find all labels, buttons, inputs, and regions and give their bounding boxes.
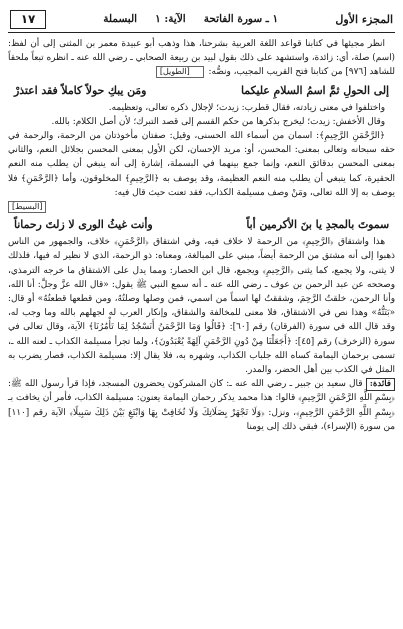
paragraph-2: واختلفوا في معنى زيادته، فقال قطرب: زيدت؛ لإجلال ذكره تعالى، وتعظيمه. bbox=[108, 102, 385, 113]
meter-tag: [البسيط] bbox=[8, 201, 46, 213]
paragraph-1: انظر مجيئها في كتابنا قواعد اللغة العربية بشرحنا، هذا وذهب أبو عبيدة معمر بن المثنى إلى أن لفظ: (اسم) صلة، أي: زائدة، واستشهد على ذلك بقول لبيد بن ربيعة الصحابي ـ رضي الله عنه ـ انظره تبعاً ملحقاً للشاهد [٩٧٦] من كتابنا فتح القريب المجيب، ونصُّه: [الطويل] bbox=[8, 39, 395, 78]
meter-tag-row bbox=[8, 200, 395, 214]
paragraph-4: ﴿الرَّحْمَنِ الرَّحِيمِ﴾: اسمان من أسماء الله الحسنى، وقيل: صفتان مأخوذتان من الرحمة، والرحمة في حقه سبحانه وتعالى بمعنى: المحسن، أو: مريد الإحسان، لكن الأول بمعنى المحسن بجلائل النعم، والثاني بمعنى المحسن بدقائق النعم، وإنما جمع بينهما في البسملة، إشارة إلى أنه ينبغي أن يطلب منه النعم الحقيرة، كما ينبغي أن يطلب منه النعم العظيمة، وقد يوصف به ﴿الرَّحِيمِ﴾ المخلوقون، وأما ﴿الرَّحْمَنِ﴾ فلا يوصف به إلا الله تعالى، ومَنْ وصف مسيلمة الكذاب، فقد تعنت حيث قال فيه: bbox=[8, 131, 395, 198]
verse-hemistich: وأنت غيثُ الورى لا زلتَ رحماناً bbox=[14, 218, 153, 232]
section-name: البسملة bbox=[103, 13, 138, 25]
ayah-number: الآية: ١ bbox=[155, 13, 186, 25]
verse-hemistich: ومَن يبكِ حولاً كاملاً فقد اعتذرْ bbox=[14, 83, 147, 97]
paragraph-5: هذا واشتقاق ﴿الرَّحِيمِ﴾ من الرحمة لا خلاف فيه، وفي اشتقاق ﴿الرَّحْمَنِ﴾ خلاف، والجمهور من الناس ذهبوا إلى أنه مشتق من الرحمة أيضاً، مبني على المبالغة، ومعناه: ذو الرحمة، الذي لا نظير له فيها، فلذلك لا يثنى، ولا يجمع، كما يثنى ﴿الرَّحِيمِ﴾ ويجمع، قال ابن الحصار: ومما يدل على الاشتقاق ما خرجه الترمذي، وصححه عن عبد الرحمن بن عوف ـ رضي الله عنه ـ أنه سمع النبي ﷺ يقول: «قال الله عزَّ وجلَّ: أنا الله، وأنا الرحمن، خلقتُ الرَّحِمَ، وشققتُ لها اسماً من اسمي، فمن وصلها وصلتُهُ، ومن قطعها قطعتُهُ» أو قال: «بَتَتُّهُ» وهذا نص في الاشتقاق، فلا معنى للمخالفة والشقاق، وإنكار العرب له لجهلهم بالله وما وجب له، وقد قال الله في سورة (الفرقان) رقم [٦٠]: ﴿قَالُوا وَمَا الرَّحْمَنُ أَنَسْجُدُ لِمَا تَأْمُرُنَا﴾ الآية، وقال تعالى في سورة (الزخرف) رقم [٤٥]: ﴿أَجَعَلْنَا مِنْ دُونِ الرَّحْمَنِ آلِهَةً يُعْبَدُونَ﴾، ولما تجرأ مسيلمة الكذاب ـ لعنه الله ـ، تسمى برحمان اليمامة كساه الله جلباب الكذاب، وشهره به، فلا يقال إلا: مسيلمة الكذاب، فصار يضرب به المثل في الكذب بين أهل الحضر، والمدر. bbox=[8, 237, 395, 376]
page bbox=[8, 6, 395, 623]
verse-hemistich: إلى الحولِ ثمَّ اسمُ السلامِ عليكما bbox=[240, 83, 389, 97]
header-location bbox=[103, 13, 278, 25]
page-header bbox=[8, 6, 395, 33]
paragraph-6: فائدة: قال سعيد بن جبير ـ رضي الله عنه ـ: كان المشركون يحضرون المسجد، فإذا قرأ رسول الله ﷺ: ﴿بِسْمِ اللَّهِ الرَّحْمَنِ الرَّحِيمِ﴾ قالوا: هذا محمد يذكر رحمان اليمامة يعنون: مسيلمة الكذاب، فأمر أن يخافت بـ ﴿بِسْمِ اللَّهِ الرَّحْمَنِ الرَّحِيمِ﴾، ونزل: ﴿وَلَا تَجْهَرْ بِصَلَاتِكَ وَلَا تُخَافِتْ بِهَا وَابْتَغِ بَيْنَ ذَلِكَ سَبِيلًا﴾ الآية رقم [١١٠] من سورة (الإسراء)، فبقي ذلك إلى يومنا bbox=[8, 379, 395, 432]
poetry-verse-1 bbox=[8, 80, 395, 101]
note-label: فائدة: bbox=[366, 378, 395, 391]
page-body bbox=[8, 37, 395, 434]
paragraph-3: وقال الأخفش: زيدت؛ ليخرج بذكرها من حكم القسم إلى قصد التبرك؛ لأن أصل الكلام: بالله. bbox=[51, 116, 385, 127]
poetry-verse-2 bbox=[8, 214, 395, 235]
page-number: ١٧ bbox=[10, 10, 46, 29]
book-title: المجزء الأول bbox=[335, 12, 393, 26]
surah-name: ١ ـ سورة الفاتحة bbox=[203, 13, 279, 25]
verse-hemistich: سموتَ بالمجدِ يا بنَ الأكرمين أباً bbox=[246, 218, 389, 232]
meter-tag: [الطويل] bbox=[156, 66, 204, 78]
